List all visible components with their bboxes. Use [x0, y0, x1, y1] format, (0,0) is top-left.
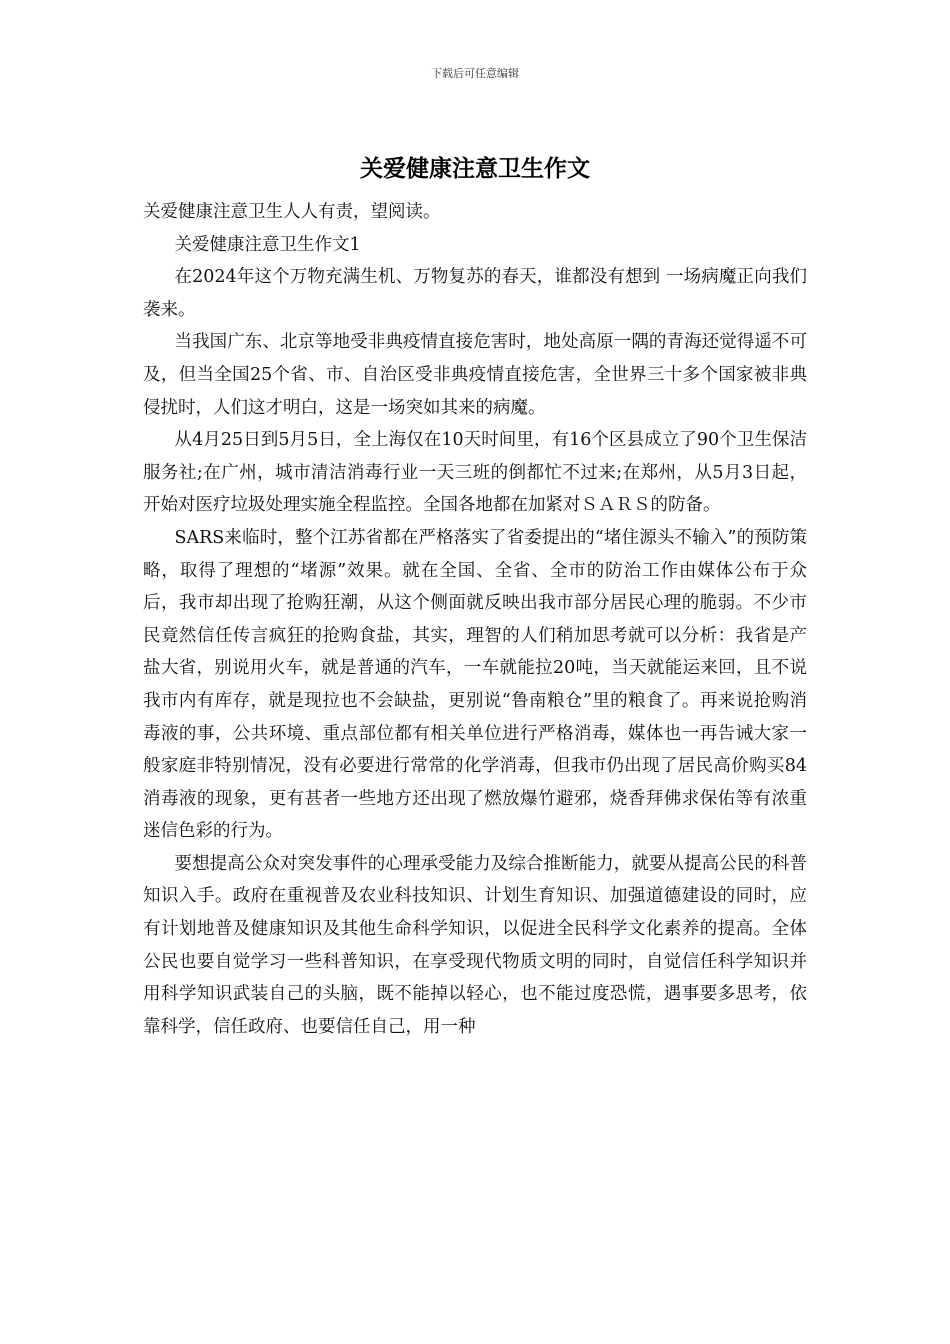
intro-paragraph: 关爱健康注意卫生人人有责，望阅读。: [143, 202, 441, 222]
body-paragraph: 在2024年这个万物充满生机、万物复苏的春天，谁都没有想到 一场病魔正向我们袭来。: [143, 267, 807, 320]
body-paragraph: 当我国广东、北京等地受非典疫情直接危害时，地处高原一隅的青海还觉得遥不可及，但当全国25个省、市、自治区受非典疫情直接危害，全世界三十多个国家被非典侵扰时，人们这才明白，这是一场突如其来的病魔。: [143, 332, 807, 418]
header-note: 下载后可任意编辑: [431, 67, 519, 80]
body-paragraph: 要想提高公众对突发事件的心理承受能力及综合推断能力，就要从提高公民的科普知识入手。政府在重视普及农业科技知识、计划生育知识、加强道德建设的同时，应有计划地普及健康知识及其他生命科学知识，以促进全民科学文化素养的提高。全体公民也要自觉学习一些科普知识，在享受现代物质文明的同时，自觉信任科学知识并用科学知识武装自己的头脑，既不能掉以轻心，也不能过度恐慌，遇事要多思考，依靠科学，信任政府、也要信任自己，用一种: [143, 853, 807, 1037]
body-paragraph: SARS来临时，整个江苏省都在严格落实了省委提出的“堵住源头不输入”的预防策略，取得了理想的“堵源”效果。就在全国、全省、全市的防治工作由媒体公布于众后，我市却出现了抢购狂潮，从这个侧面就反映出我市部分居民心理的脆弱。不少市民竟然信任传言疯狂的抢购食盐，其实，理智的人们稍加思考就可以分析：我省是产盐大省，别说用火车，就是普通的汽车，一车就能拉20吨，当天就能运来回，且不说我市内有库存，就是现拉也不会缺盐，更别说“鲁南粮仓”里的粮食了。再来说抢购消毒液的事，公共环境、重点部位都有相关单位进行严格消毒，媒体也一再告诫大家一般家庭非特别情况，没有必要进行常常的化学消毒，但我市仍出现了居民高价购买84消毒液的现象，更有甚者一些地方还出现了燃放爆竹避邪，烧香拜佛求保佑等有浓重迷信色彩的行为。: [143, 527, 807, 842]
document-body: [143, 196, 807, 1043]
section-heading: 关爱健康注意卫生作文1: [174, 234, 361, 255]
document-title: 关爱健康注意卫生作文: [360, 155, 590, 182]
body-paragraph: 从4月25日到5月5日，全上海仅在10天时间里，有16个区县成立了90个卫生保洁服务社;在广州，城市清洁消毒行业一天三班的倒都忙不过来;在郑州，从5月3日起，开始对医疗垃圾处理实施全程监控。全国各地都在加紧对ＳＡＲＳ的防备。: [143, 430, 807, 516]
